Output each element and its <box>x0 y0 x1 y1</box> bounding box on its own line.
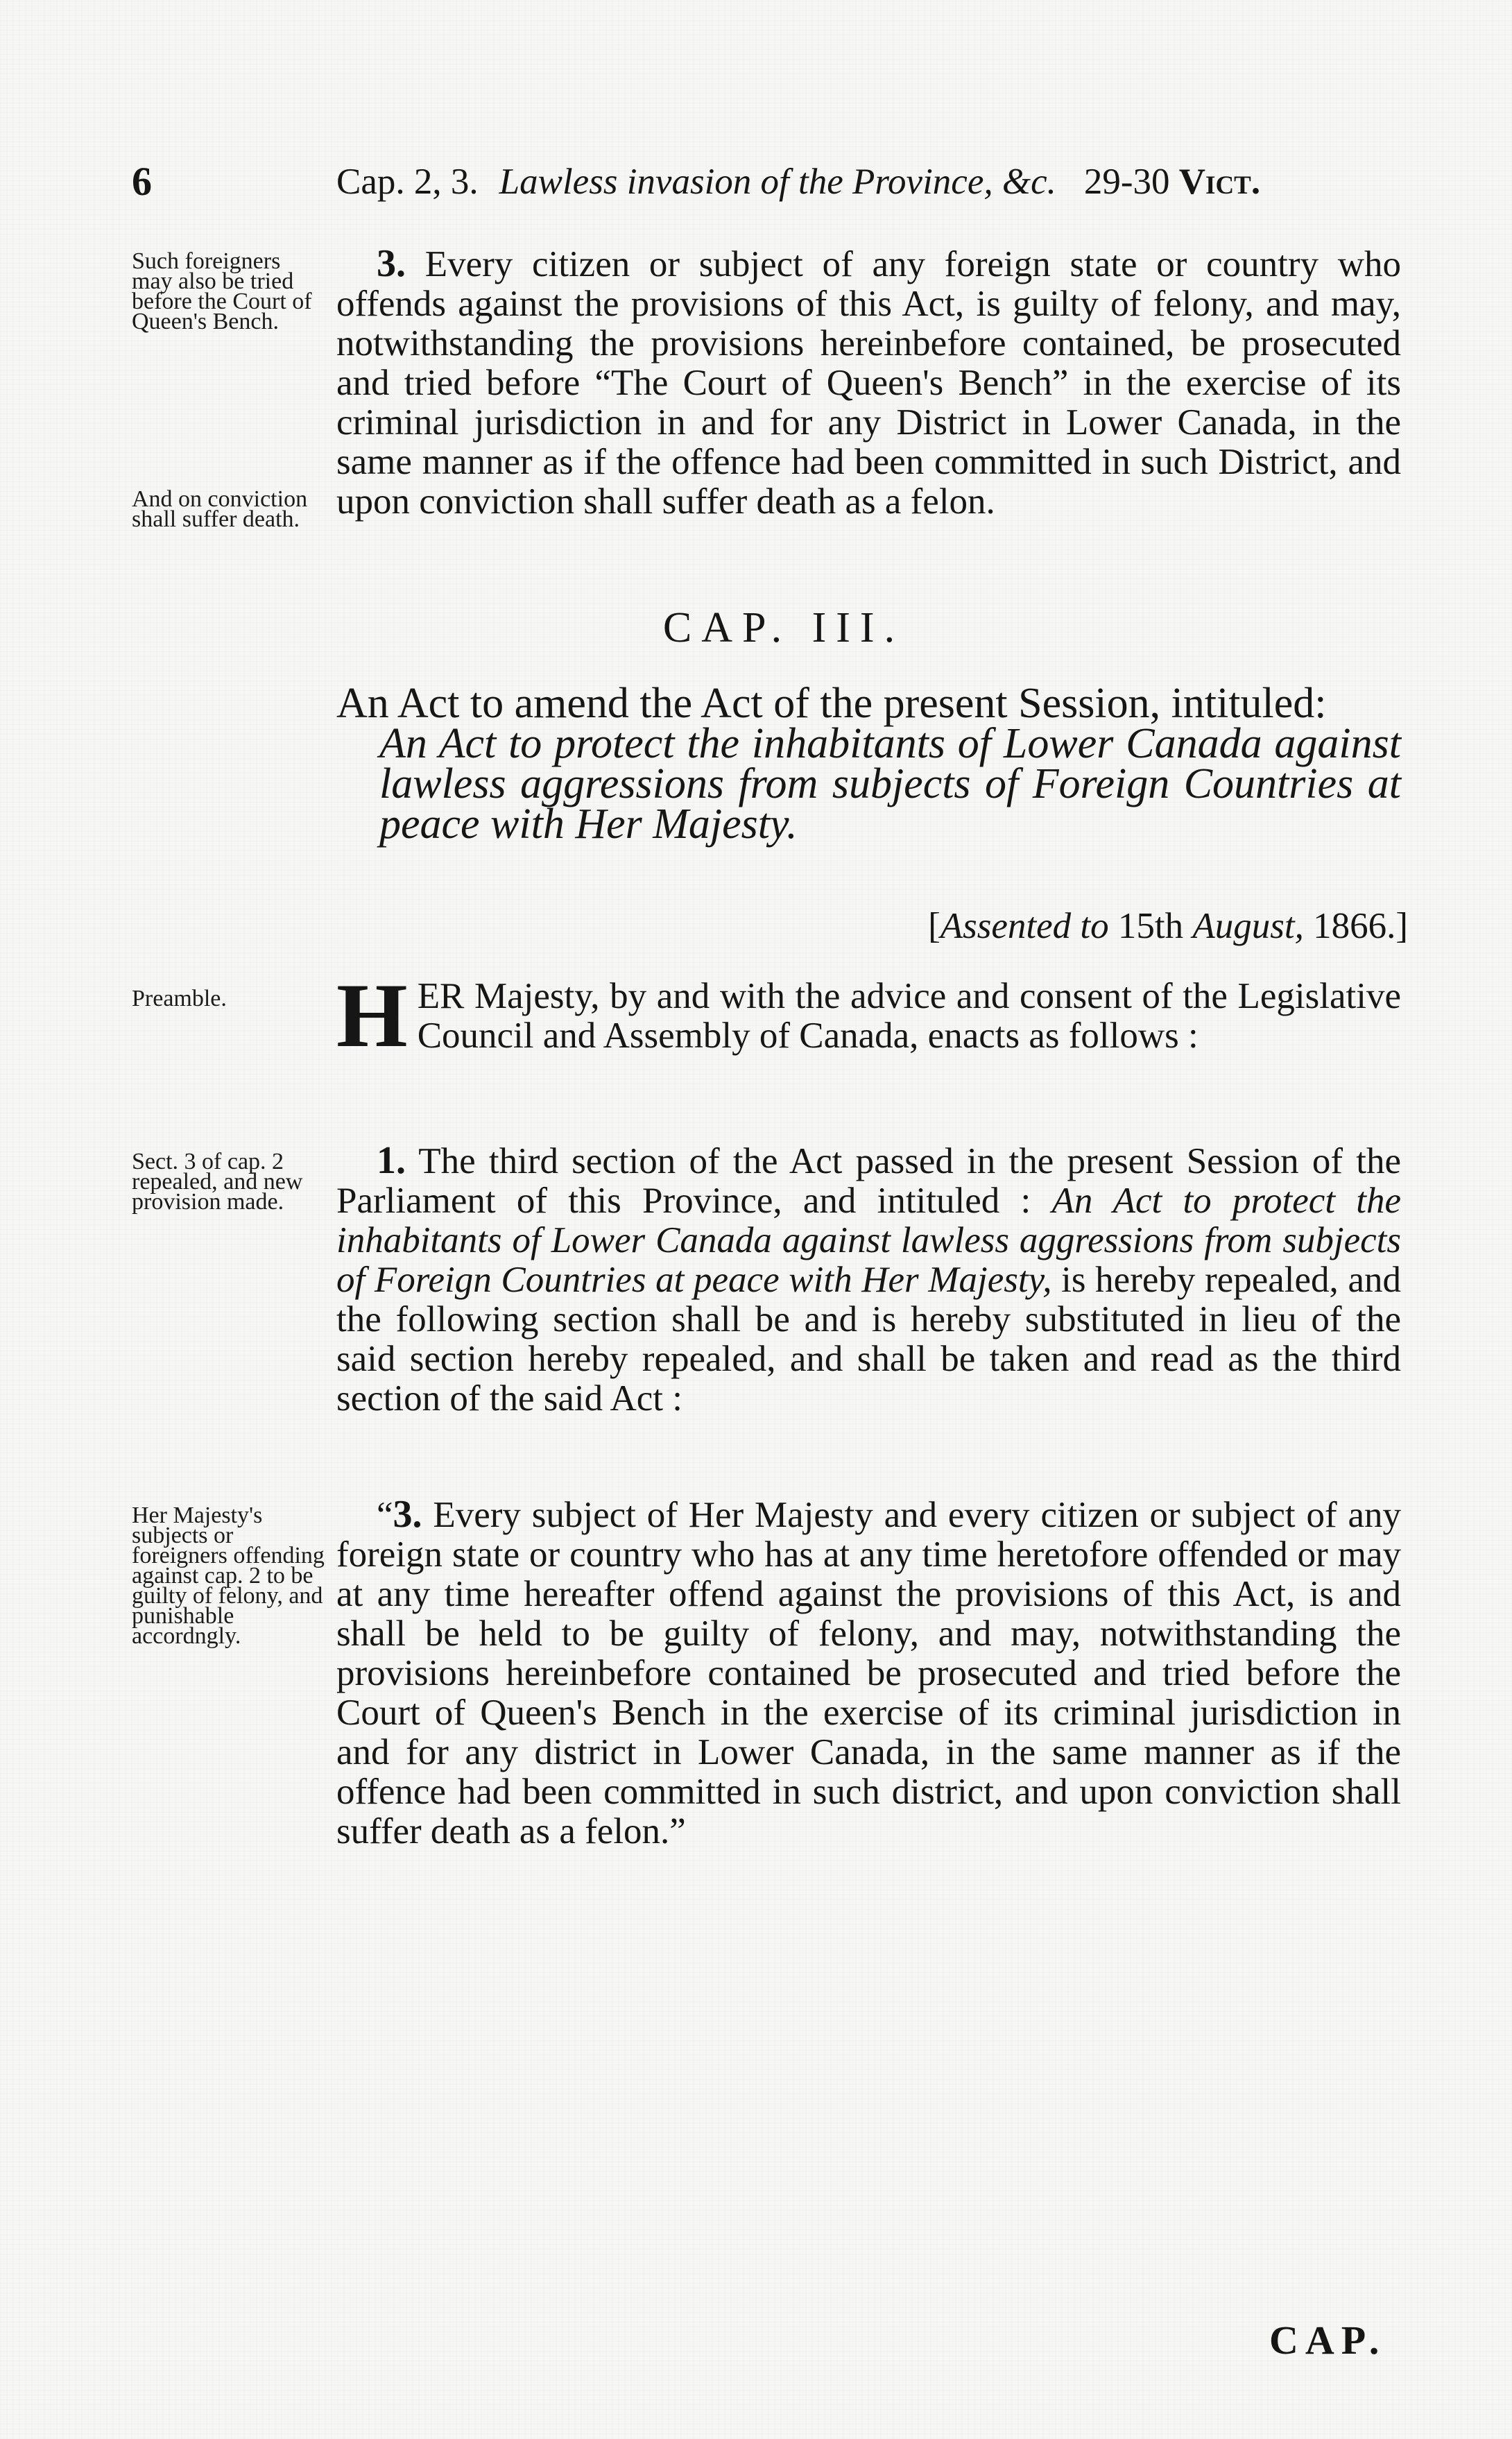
section-1-paragraph <box>336 1141 1401 1419</box>
preamble-paragraph <box>336 964 1401 1066</box>
new-section-3-paragraph <box>336 1495 1401 1851</box>
section-3-paragraph <box>336 244 1401 522</box>
section-1-text-b: is hereby repealed, and the following section shall be and is hereby substituted in lieu of the said section hereby repealed, and shall be taken and read as the third section of the said Act : <box>336 1260 1401 1419</box>
margin-note-section-1: Sect. 3 of cap. 2 repealed, and new provision made. <box>132 1149 303 1215</box>
page-header <box>132 158 1401 214</box>
assent-year: 1866.] <box>1313 906 1408 946</box>
preamble-text: ER Majesty, by and with the advice and consent of the Legislative Council and Assembly of Canada, enacts as follows : <box>417 976 1401 1056</box>
section-number: 3. <box>377 242 406 285</box>
margin-note-preamble: Preamble. <box>132 986 227 1011</box>
catchword: CAP. <box>1269 2318 1386 2363</box>
assent-month: August, <box>1192 906 1304 946</box>
running-head <box>336 161 1260 203</box>
assent-day: 15th <box>1117 906 1184 946</box>
section-1-act-name: An Act to protect the inhabitants of Lower Canada against lawless aggressions from subjects of Foreign Countries at peace with Her Majesty, <box>336 1181 1402 1300</box>
margin-note-such-foreigners: Such foreigners may also be tried before the Court of Queen's Bench. <box>132 248 312 334</box>
section-text: Every citizen or subject of any foreign state or country who offends against the provisions of this Act, is guilty of felony, and may, notwithstanding the provisions hereinbefore contained, be prosecuted and tried before “The Court of Queen's Bench” in the exercise of its criminal jurisdiction in and for any District in Lower Canada, in the same manner as if the offence had been committed in such District, and upon conviction shall suffer death as a felon. <box>336 244 1401 522</box>
assent-date <box>928 905 1408 947</box>
new-section-3-text: Every subject of Her Majesty and every citizen or subject of any foreign state or country who has at any time heretofore offended or may at any time hereafter offend against the provisions of this Act, is and shall be held to be guilty of felony, and may, notwithstanding the provisions hereinbefore contained be prosecuted and tried before the Court of Queen's Bench in the exercise of its criminal jurisdiction in and for any district in Lower Canada, in the same manner as if the offence had been committed in such district, and upon conviction shall suffer death as a felon.” <box>336 1495 1402 1851</box>
drop-cap: H <box>336 964 408 1066</box>
open-quote: “ <box>377 1495 393 1535</box>
assent-bracket: [ <box>928 906 940 946</box>
act-title-italic: An Act to protect the inhabitants of Lower Canada against lawless aggressions from subjects of Foreign Countries at peace with Her Majesty. <box>379 720 1401 848</box>
section-1-text-a: The third section of the Act passed in the present Session of the Parliament of this Province, and intituled : <box>336 1141 1401 1221</box>
regnal-label: Vict. <box>1178 162 1261 202</box>
chapter-reference: Cap. 2, 3. <box>336 162 479 202</box>
section-number: 1. <box>377 1139 406 1182</box>
chapter-heading: CAP. III. <box>662 604 905 651</box>
running-title: Lawless invasion of the Province, &c. <box>499 162 1056 202</box>
act-title <box>336 680 1401 848</box>
assent-label: Assented to <box>940 906 1109 946</box>
margin-note-conviction-death: And on conviction shall suffer death. <box>132 486 308 532</box>
page-number: 6 <box>132 159 152 204</box>
section-number: 3. <box>393 1493 422 1536</box>
margin-note-new-section-3: Her Majesty's subjects or foreigners offending against cap. 2 to be guilty of felony, and punishable accordngly. <box>132 1503 325 1649</box>
act-title-roman: An Act to amend the Act of the present Session, intituled: <box>336 680 1327 727</box>
regnal-years: 29-30 <box>1083 162 1170 202</box>
